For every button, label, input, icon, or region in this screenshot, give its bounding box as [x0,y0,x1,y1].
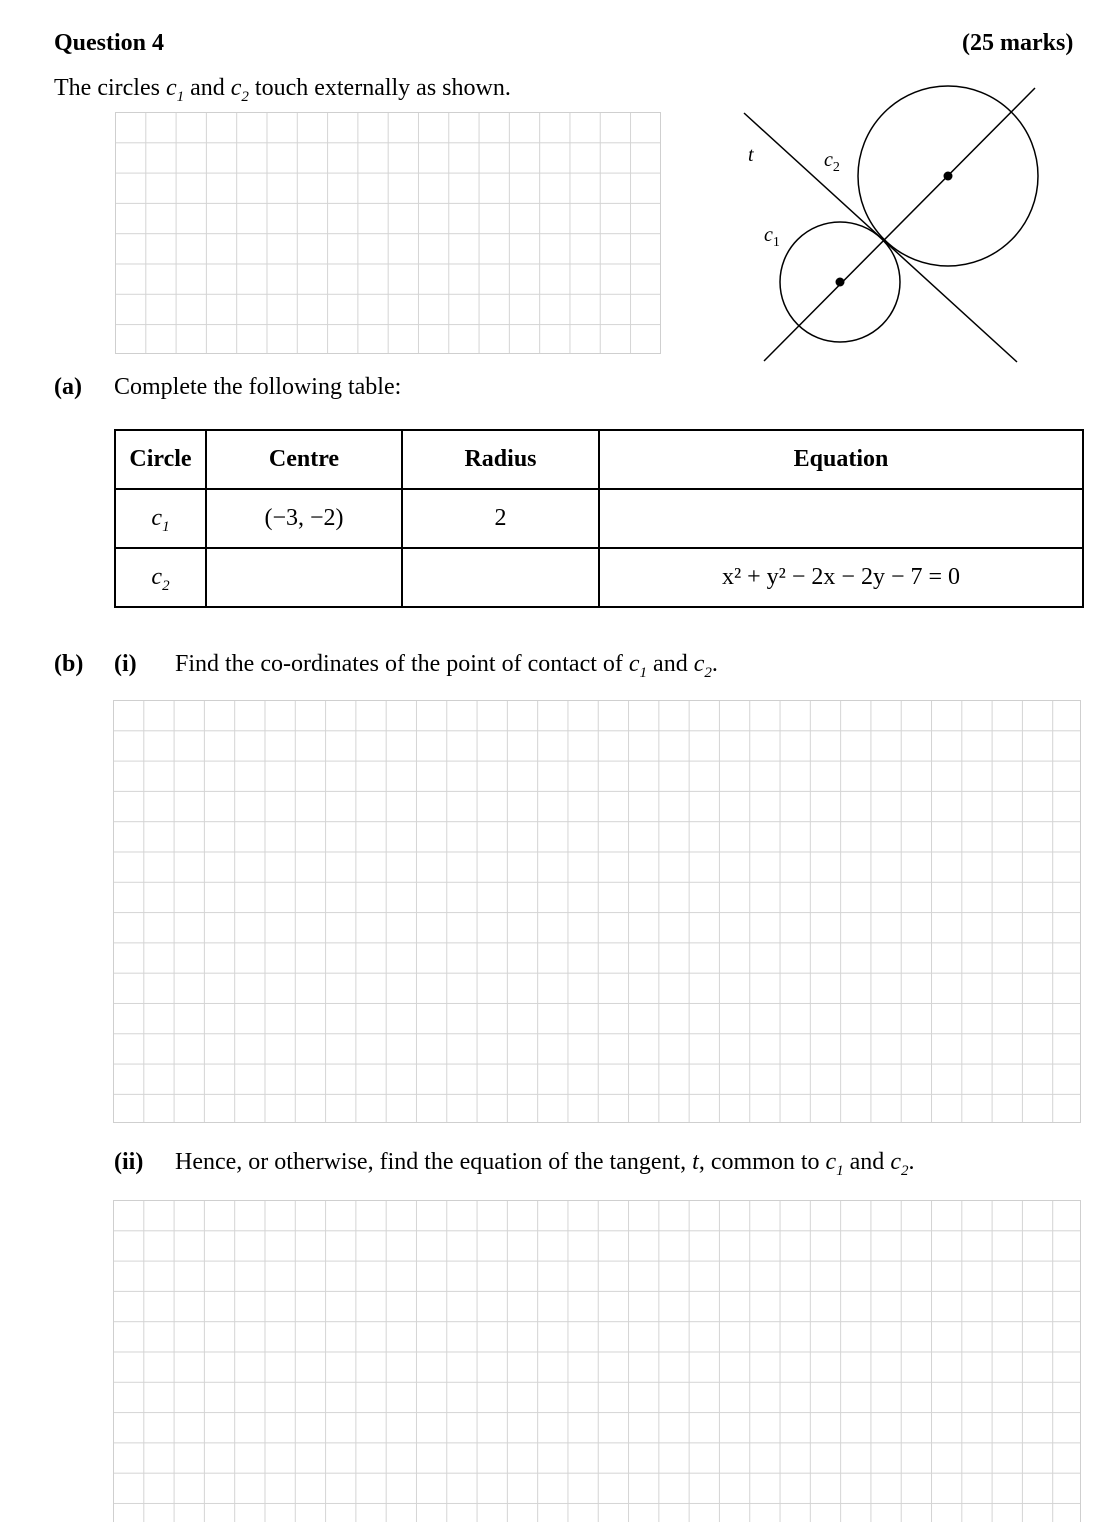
header-radius: Radius [402,430,599,489]
cell-circle-c1: $c_1$ [115,489,206,548]
circle-c2-symbol: $c_2$ [230,75,249,105]
part-b-i-question: Find the co-ordinates of the point of contact of $c_1$ and $c_2$. [175,651,718,681]
table-header-row [115,430,1083,489]
table-row-c1 [115,489,1083,548]
cell-radius-c2-answer[interactable] [402,548,599,607]
intro-text-after: touch externally as shown. [248,75,511,101]
circle-c1-symbol: $c_1$ [628,651,648,681]
label-c1: $c_1$ [764,224,780,250]
intro-and: and [184,75,231,101]
part-b-ii-question: Hence, or otherwise, find the equation of the tangent, t, common to $c_1$ and $c_2$. [175,1149,915,1179]
part-b-ii-label: (ii) [114,1149,144,1175]
cell-centre-c1: (−3, −2) [206,489,402,548]
centre-c2-dot [944,172,953,181]
cell-circle-c2: $c_2$ [115,548,206,607]
working-grid-b-ii[interactable] [113,1200,1081,1522]
cell-radius-c1: 2 [402,489,599,548]
label-t: t [748,144,754,166]
cell-equation-c1-answer[interactable] [599,489,1083,548]
table-row-c2 [115,548,1083,607]
cell-equation-c2: x² + y² − 2x − 2y − 7 = 0 [599,548,1083,607]
header-circle: Circle [115,430,206,489]
part-a-instruction: Complete the following table: [114,374,402,400]
part-b-label: (b) [54,651,84,677]
centre-c1-dot [836,278,845,287]
circle-c1-symbol: $c_1$ [825,1149,844,1179]
working-grid-top[interactable] [115,112,661,354]
circle-c2-symbol: $c_2$ [693,651,712,681]
label-c2: $c_2$ [824,149,840,175]
circle-table [114,429,1084,608]
part-b-i-label: (i) [114,651,137,677]
line-of-centres [764,88,1035,361]
working-grid-b-i[interactable] [113,700,1081,1123]
circles-diagram [700,80,1100,380]
header-equation: Equation [599,430,1083,489]
question-title: Question 4 [54,30,165,56]
circle-c1-symbol: $c_1$ [165,75,185,105]
header-centre: Centre [206,430,402,489]
intro-text-before: The circles [54,75,166,101]
part-a-label: (a) [54,374,82,400]
cell-centre-c2-answer[interactable] [206,548,402,607]
marks-label: (25 marks) [962,30,1074,56]
intro-sentence [54,74,511,105]
circle-c2-symbol: $c_2$ [890,1149,909,1179]
